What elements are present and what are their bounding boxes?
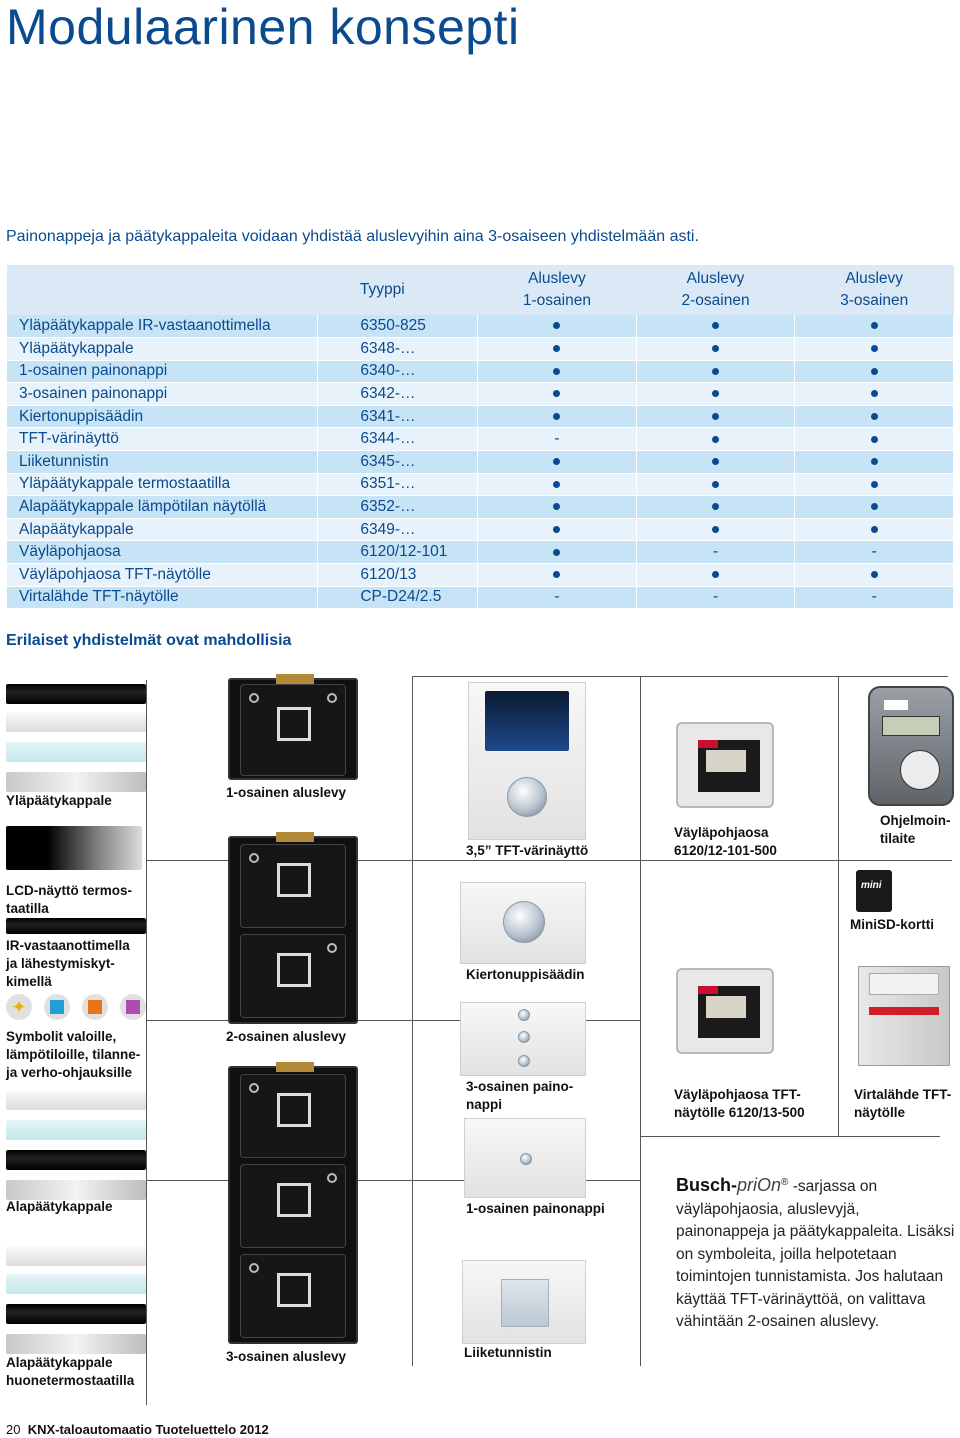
mounting-plate-2 [228, 836, 358, 1024]
label-programming-device: Ohjelmoin- tilaite [880, 813, 951, 846]
compat-cell [478, 541, 637, 564]
end-cap-white [6, 712, 146, 732]
compat-cell: - [795, 541, 954, 564]
section-heading: Erilaiset yhdistelmät ovat mahdollisia [6, 632, 292, 649]
compat-cell [636, 383, 795, 406]
table-row [7, 428, 954, 451]
end-cap-white [6, 1090, 146, 1110]
rotary-dimmer-image [460, 882, 586, 964]
row-product-name: Alapäätykappale lämpötilan näytöllä [7, 496, 318, 519]
compatible-dot-icon [871, 413, 878, 420]
compat-cell [478, 405, 637, 428]
label-lower-end-cap: Alapäätykappale [6, 1199, 113, 1214]
compatible-dot-icon [712, 481, 719, 488]
row-type-code: 6120/13 [318, 564, 478, 587]
compatible-dot-icon [712, 345, 719, 352]
header-col1 [478, 265, 637, 315]
table-header-row [7, 265, 954, 315]
lcd-thermostat-image [6, 826, 142, 870]
row-type-code: 6351-… [318, 473, 478, 496]
compat-cell [478, 383, 637, 406]
compatible-dot-icon [553, 526, 560, 533]
row-type-code: 6345-… [318, 451, 478, 474]
registered-icon: ® [781, 1177, 789, 1188]
row-product-name: Yläpäätykappale [7, 338, 318, 361]
label-rotary-dimmer: Kiertonuppisäädin [466, 967, 585, 982]
end-cap-white [6, 1246, 146, 1266]
connector-line [412, 676, 413, 1366]
row-product-name: Yläpäätykappale termostaatilla [7, 473, 318, 496]
compatible-dot-icon [871, 571, 878, 578]
thermometer-icon [82, 994, 108, 1020]
mounting-plate-3 [228, 1066, 358, 1344]
table-row [7, 451, 954, 474]
motion-detector-image [462, 1260, 586, 1344]
compatible-dot-icon [712, 503, 719, 510]
page-number: 20 [6, 1422, 21, 1437]
compat-cell [636, 451, 795, 474]
compat-cell [636, 496, 795, 519]
table-row [7, 383, 954, 406]
compat-cell [636, 405, 795, 428]
compatible-dot-icon [712, 571, 719, 578]
end-cap-silver [6, 772, 146, 792]
compat-cell: - [636, 541, 795, 564]
label-mounting-plate-2: 2-osainen aluslevy [226, 1029, 347, 1044]
compat-cell [636, 518, 795, 541]
row-product-name: Väyläpohjaosa TFT-näytölle [7, 564, 318, 587]
compatible-dot-icon [712, 413, 719, 420]
label-mounting-plate-1: 1-osainen aluslevy [226, 785, 347, 800]
compatible-dot-icon [553, 322, 560, 329]
compat-cell [795, 564, 954, 587]
end-cap-black [6, 1150, 146, 1170]
row-type-code: 6340-… [318, 360, 478, 383]
intro-text: Painonappeja ja päätykappaleita voidaan yhdistää aluslevyihin aina 3-osaiseen yhdistelmään asti. [6, 228, 699, 245]
row-type-code: CP-D24/2.5 [318, 586, 478, 609]
compat-cell [478, 496, 637, 519]
label-mounting-plate-3: 3-osainen aluslevy [226, 1349, 347, 1364]
compatible-dot-icon [712, 390, 719, 397]
header-type: Tyyppi [318, 265, 478, 315]
label-lower-end-cap-thermostat: Alapäätykappale huonetermostaatilla [6, 1355, 135, 1388]
compat-cell [636, 564, 795, 587]
end-cap-cyan [6, 742, 146, 762]
row-type-code: 6120/12-101 [318, 541, 478, 564]
compatible-dot-icon [553, 571, 560, 578]
compatible-dot-icon [871, 322, 878, 329]
compatible-dot-icon [712, 526, 719, 533]
header-col2 [636, 265, 795, 315]
compatible-dot-icon [871, 526, 878, 533]
prion-logo-a: Busch- [676, 1175, 738, 1196]
row-type-code: 6341-… [318, 405, 478, 428]
label-push-button-3: 3-osainen paino- nappi [466, 1079, 574, 1112]
compatible-dot-icon [871, 436, 878, 443]
compatible-dot-icon [871, 503, 878, 510]
compatible-dot-icon [553, 458, 560, 465]
compatible-dot-icon [553, 481, 560, 488]
row-product-name: Väyläpohjaosa [7, 541, 318, 564]
compatible-dot-icon [871, 390, 878, 397]
table-row [7, 518, 954, 541]
table-row [7, 496, 954, 519]
window-icon [44, 994, 70, 1020]
row-product-name: Virtalähde TFT-näytölle [7, 586, 318, 609]
compat-cell [636, 338, 795, 361]
compat-cell: - [636, 586, 795, 609]
label-bus-coupler-tft: Väyläpohjaosa TFT- näytölle 6120/13-500 [674, 1087, 805, 1120]
scene-icon [120, 994, 146, 1020]
label-upper-end-cap: Yläpäätykappale [6, 793, 112, 808]
row-product-name: Alapäätykappale [7, 518, 318, 541]
compatible-dot-icon [553, 390, 560, 397]
row-product-name: Liiketunnistin [7, 451, 318, 474]
minisd-card-image: mini [856, 870, 892, 912]
compat-cell [478, 518, 637, 541]
table-row [7, 564, 954, 587]
compat-cell [795, 496, 954, 519]
mounting-plate-1 [228, 678, 358, 780]
compatible-dot-icon [553, 368, 560, 375]
table-row [7, 473, 954, 496]
compat-cell [478, 473, 637, 496]
table-row [7, 405, 954, 428]
connector-line [146, 680, 147, 1405]
page-title: Modulaarinen konsepti [6, 0, 520, 55]
row-type-code: 6352-… [318, 496, 478, 519]
label-symbols: Symbolit valoille, lämpötiloille, tilanne- ja verho-ohjauksille [6, 1029, 141, 1080]
compat-cell [795, 360, 954, 383]
compat-cell [478, 451, 637, 474]
table-row [7, 586, 954, 609]
label-tft-display: 3,5” TFT-värinäyttö [466, 843, 589, 858]
table-body [7, 315, 954, 609]
compat-cell: - [478, 428, 637, 451]
compat-cell [795, 315, 954, 338]
prion-logo-b: priOn [737, 1175, 782, 1196]
header-empty [7, 265, 318, 315]
push-button-3-image [460, 1002, 586, 1076]
compat-cell [636, 428, 795, 451]
row-type-code: 6344-… [318, 428, 478, 451]
label-power-supply: Virtalähde TFT- näytölle [854, 1087, 952, 1120]
end-cap-cyan [6, 1274, 146, 1294]
end-cap-black [6, 1304, 146, 1324]
row-type-code: 6350-825 [318, 315, 478, 338]
compatible-dot-icon [712, 458, 719, 465]
table-row [7, 315, 954, 338]
end-cap-black [6, 684, 146, 704]
bulb-icon: ✦ [6, 994, 32, 1020]
row-product-name: 1-osainen painonappi [7, 360, 318, 383]
connector-line [838, 676, 839, 1136]
prion-description [676, 1172, 956, 1334]
connector-line [640, 1136, 940, 1137]
table-row [7, 541, 954, 564]
compat-cell [636, 315, 795, 338]
label-bus-coupler: Väyläpohjaosa 6120/12-101-500 [674, 825, 777, 858]
compat-cell [478, 564, 637, 587]
compatible-dot-icon [871, 481, 878, 488]
compatible-dot-icon [712, 436, 719, 443]
prion-text: -sarjassa on väyläpohjaosia, aluslevyjä, painonappeja ja päätykappaleita. Lisäksi on symboleita, joilla helpotetaan toimintojen tunnistamista. Jos halutaan käyttää TFT-värinäyttöä, on valittava vähintään 2-osainen aluslevy. [676, 1178, 955, 1331]
connector-line [412, 860, 952, 861]
table-row [7, 360, 954, 383]
header-col3 [795, 265, 954, 315]
compatible-dot-icon [871, 458, 878, 465]
compat-cell [795, 405, 954, 428]
page-footer [6, 1422, 269, 1437]
compatible-dot-icon [553, 345, 560, 352]
label-motion-detector: Liiketunnistin [464, 1345, 552, 1360]
header-col2-line1: Aluslevy [686, 270, 745, 287]
compat-cell [795, 451, 954, 474]
connector-line [412, 676, 948, 677]
compat-cell [636, 360, 795, 383]
row-type-code: 6348-… [318, 338, 478, 361]
programming-device-image [868, 686, 954, 806]
table-row [7, 338, 954, 361]
row-type-code: 6349-… [318, 518, 478, 541]
compat-cell: - [795, 586, 954, 609]
row-type-code: 6342-… [318, 383, 478, 406]
push-button-1-image [464, 1118, 586, 1198]
compatible-dot-icon [712, 368, 719, 375]
compatible-dot-icon [553, 503, 560, 510]
row-product-name: 3-osainen painonappi [7, 383, 318, 406]
tft-display-image [468, 682, 586, 840]
label-push-button-1: 1-osainen painonappi [466, 1201, 605, 1216]
header-col1-line1: Aluslevy [528, 270, 586, 287]
compat-cell [478, 315, 637, 338]
compatibility-table [6, 265, 954, 609]
header-col3-line1: Aluslevy [845, 270, 904, 287]
header-col2-line2: 2-osainen [681, 292, 750, 309]
connector-line [640, 676, 641, 1366]
ir-cap-image [6, 918, 146, 934]
catalog-title: KNX-taloautomaatio Tuoteluettelo 2012 [27, 1422, 269, 1437]
label-ir-receiver: IR-vastaanottimella ja lähestymiskyt- kimellä [6, 938, 130, 989]
row-product-name: Yläpäätykappale IR-vastaanottimella [7, 315, 318, 338]
compat-cell [795, 428, 954, 451]
label-minisd-card: MiniSD-kortti [850, 917, 934, 932]
row-product-name: TFT-värinäyttö [7, 428, 318, 451]
compat-cell [795, 383, 954, 406]
prion-logo [676, 1175, 781, 1195]
compatible-dot-icon [712, 322, 719, 329]
end-cap-silver [6, 1180, 146, 1200]
row-product-name: Kiertonuppisäädin [7, 405, 318, 428]
header-col1-line2: 1-osainen [522, 292, 591, 309]
compat-cell: - [478, 586, 637, 609]
compat-cell [478, 360, 637, 383]
label-lcd-thermostat: LCD-näyttö termos- taatilla [6, 883, 133, 916]
compatible-dot-icon [553, 413, 560, 420]
bus-coupler-image [676, 722, 774, 808]
header-col3-line2: 3-osainen [840, 292, 909, 309]
compatible-dot-icon [871, 345, 878, 352]
compatible-dot-icon [871, 368, 878, 375]
compat-cell [636, 473, 795, 496]
power-supply-image [858, 966, 950, 1066]
compat-cell [795, 518, 954, 541]
bus-coupler-tft-image [676, 968, 774, 1054]
end-cap-silver [6, 1334, 146, 1354]
compat-cell [795, 338, 954, 361]
compat-cell [478, 338, 637, 361]
compatible-dot-icon [553, 549, 560, 556]
end-cap-cyan [6, 1120, 146, 1140]
compat-cell [795, 473, 954, 496]
